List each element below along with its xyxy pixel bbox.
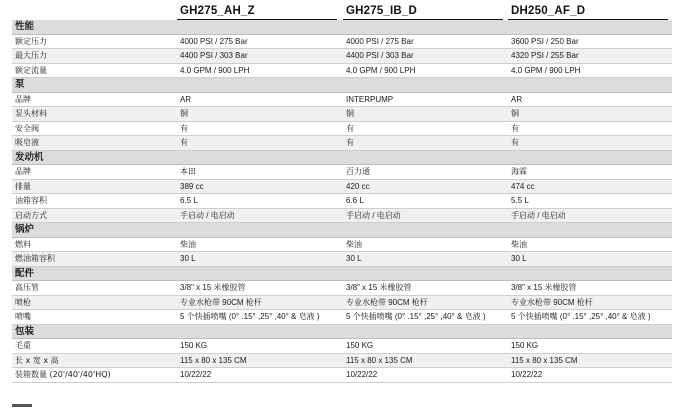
section-title: 泵: [15, 79, 25, 90]
spec-value: 专业水枪带 90CM 枪杆: [180, 297, 262, 307]
spec-row: [12, 296, 672, 311]
spec-value: 115 x 80 x 135 CM: [511, 355, 578, 365]
section-title: 配件: [15, 267, 35, 279]
spec-value: 4000 PSI / 275 Bar: [180, 36, 248, 46]
spec-value: 手启动 / 电启动: [346, 210, 401, 220]
model-name: GH275_IB_D: [346, 5, 418, 17]
spec-value: 3/8" x 15 米橡胶管: [346, 283, 412, 292]
spec-value: INTERPUMP: [346, 94, 394, 104]
spec-row: [12, 339, 672, 354]
spec-value: AR: [511, 94, 523, 104]
spec-value: 手启动 / 电启动: [180, 210, 235, 220]
model-name: GH275_AH_Z: [180, 5, 255, 17]
spec-value: 有: [511, 138, 519, 147]
spec-value: 铜: [511, 109, 519, 118]
spec-value: 6.6 L: [346, 196, 364, 205]
spec-label: 喷嘴: [15, 312, 31, 321]
spec-row: [12, 49, 672, 64]
spec-label: 品牌: [15, 167, 31, 176]
spec-row: [12, 136, 672, 151]
spec-value: 有: [346, 123, 354, 133]
spec-value: 海霖: [511, 167, 527, 176]
spec-label: 额定流量: [15, 65, 47, 75]
spec-label: 高压管: [15, 283, 39, 292]
spec-value: 本田: [180, 167, 196, 176]
spec-value: 150 KG: [180, 341, 208, 350]
spec-row: [12, 64, 672, 79]
spec-row: [12, 238, 672, 253]
spec-value: 150 KG: [346, 341, 374, 350]
section-header: [12, 20, 672, 35]
spec-row: [12, 180, 672, 195]
model-name: DH250_AF_D: [511, 5, 586, 17]
section-header: [12, 223, 672, 238]
spec-value: 柴油: [346, 239, 362, 249]
spec-row: [12, 194, 672, 209]
spec-value: 30 L: [511, 254, 527, 263]
section-title: 发动机: [15, 151, 44, 163]
spec-row: [12, 310, 672, 325]
spec-value: 5 个快插喷嘴 (0° .15° ,25° ,40° & 皂液 ): [511, 312, 651, 321]
spec-value: 4.0 GPM / 900 LPH: [180, 65, 250, 75]
spec-row: [12, 165, 672, 180]
spec-value: 150 KG: [511, 341, 539, 350]
spec-value: 389 cc: [180, 181, 204, 191]
spec-value: 柴油: [511, 239, 527, 249]
spec-value: 铜: [180, 109, 188, 118]
spec-value: 3600 PSI / 250 Bar: [511, 36, 579, 46]
section-title: 性能: [15, 21, 35, 32]
spec-value: 4.0 GPM / 900 LPH: [511, 65, 581, 75]
spec-value: 手启动 / 电启动: [511, 210, 566, 220]
spec-value: AR: [180, 94, 192, 104]
spec-label: 油箱容积: [15, 196, 47, 205]
spec-label: 排量: [15, 181, 31, 191]
spec-row: [12, 93, 672, 108]
section-header: [12, 325, 672, 340]
spec-value: 4400 PSI / 303 Bar: [346, 51, 414, 60]
spec-value: 420 cc: [346, 181, 370, 191]
spec-value: 115 x 80 x 135 CM: [180, 355, 247, 365]
section-title: 包装: [15, 325, 35, 337]
spec-label: 燃料: [15, 239, 31, 249]
spec-value: 3/8" x 15 米橡胶管: [180, 283, 246, 292]
spec-value: 4.0 GPM / 900 LPH: [346, 65, 416, 75]
spec-row: [12, 281, 672, 296]
spec-label: 装箱数量 (20'/40'/40'HQ): [15, 370, 111, 379]
spec-value: 专业水枪带 90CM 枪杆: [346, 297, 428, 307]
spec-value: 10/22/22: [511, 370, 543, 379]
spec-row: [12, 252, 672, 267]
section-header: [12, 151, 672, 166]
spec-label: 吸皂液: [15, 138, 39, 147]
spec-label: 品牌: [15, 94, 31, 104]
spec-value: 6.5 L: [180, 196, 198, 205]
spec-value: 4320 PSI / 255 Bar: [511, 51, 579, 60]
spec-value: 5 个快插喷嘴 (0° .15° ,25° ,40° & 皂液 ): [346, 312, 486, 321]
spec-value: 5.5 L: [511, 196, 529, 205]
spec-sheet: [12, 4, 672, 383]
spec-label: 喷枪: [15, 297, 31, 307]
spec-value: 30 L: [346, 254, 362, 263]
spec-label: 安全阀: [15, 123, 39, 133]
spec-value: 有: [180, 138, 188, 147]
spec-value: 10/22/22: [346, 370, 378, 379]
spec-row: [12, 35, 672, 50]
spec-label: 启动方式: [15, 210, 47, 220]
spec-row: [12, 354, 672, 369]
spec-value: 3/8" x 15 米橡胶管: [511, 283, 577, 292]
section-header: [12, 78, 672, 93]
spec-value: 115 x 80 x 135 CM: [346, 355, 413, 365]
spec-value: 专业水枪带 90CM 枪杆: [511, 297, 593, 307]
page-footer-mark: [12, 404, 32, 407]
spec-table: [12, 20, 672, 383]
spec-row: [12, 107, 672, 122]
model-header: [12, 4, 672, 20]
spec-value: 474 cc: [511, 181, 535, 191]
spec-value: 有: [180, 123, 188, 133]
spec-value: 10/22/22: [180, 370, 212, 379]
spec-value: 30 L: [180, 254, 196, 263]
spec-value: 5 个快插喷嘴 (0° .15° ,25° ,40° & 皂液 ): [180, 312, 320, 321]
spec-value: 有: [511, 123, 519, 133]
section-title: 锅炉: [15, 224, 35, 235]
section-header: [12, 267, 672, 282]
spec-label: 长 x 宽 x 高: [15, 355, 59, 365]
spec-label: 泵头材料: [15, 109, 47, 118]
spec-value: 柴油: [180, 239, 196, 249]
spec-label: 最大压力: [15, 51, 47, 60]
spec-value: 4000 PSI / 275 Bar: [346, 36, 414, 46]
spec-row: [12, 122, 672, 137]
spec-row: [12, 209, 672, 224]
spec-label: 燃油箱容积: [15, 254, 55, 263]
spec-label: 毛重: [15, 341, 31, 350]
spec-row: [12, 368, 672, 383]
spec-value: 铜: [346, 109, 354, 118]
spec-value: 4400 PSI / 303 Bar: [180, 51, 248, 60]
spec-value: 有: [346, 138, 354, 147]
spec-label: 额定压力: [15, 36, 47, 46]
spec-value: 百力通: [346, 167, 370, 176]
